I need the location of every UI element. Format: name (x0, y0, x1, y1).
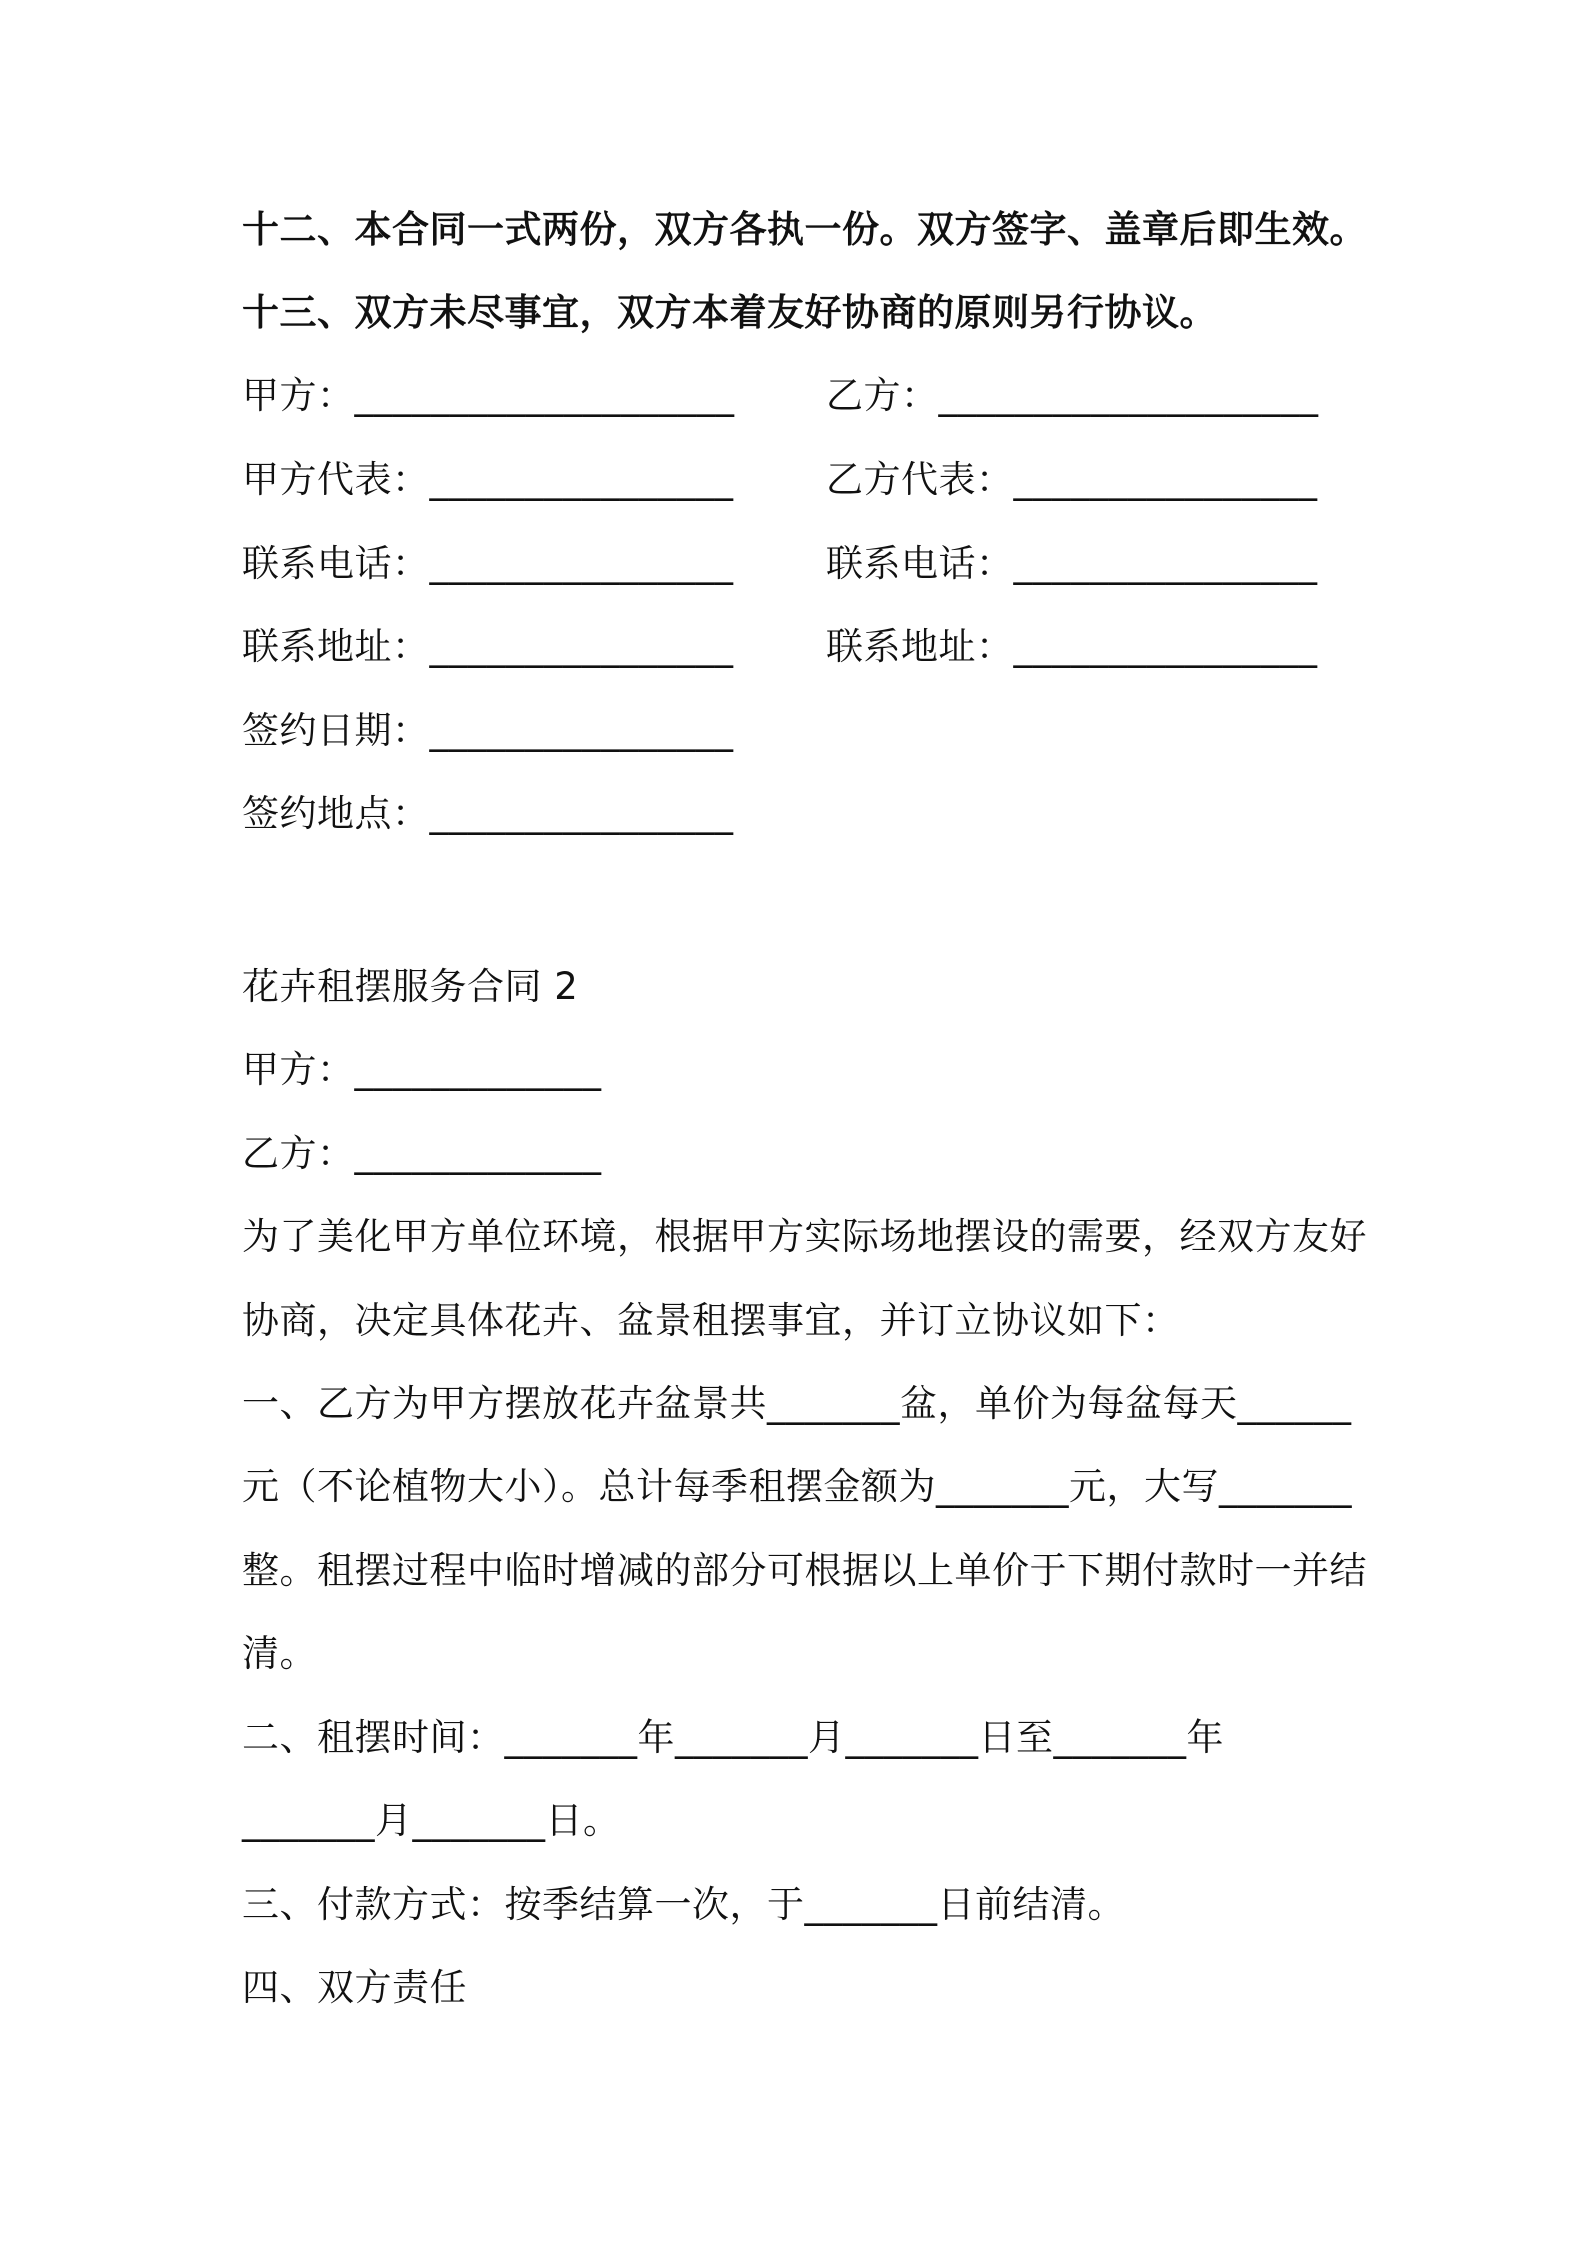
item-3: 三、付款方式：按季结算一次，于_______日前结清。 (242, 1883, 1125, 1926)
party-b-representative: 乙方代表：________________ (826, 458, 1318, 501)
item-4-heading: 四、双方责任 (242, 1966, 467, 2009)
intro-line-1: 为了美化甲方单位环境，根据甲方实际场地摆设的需要，经双方友好 (242, 1215, 1367, 1258)
item-1-line-4: 清。 (242, 1632, 317, 1675)
item-1-line-2: 元（不论植物大小）。总计每季租摆金额为_______元，大写_______ (242, 1465, 1352, 1508)
clause-12: 十二、本合同一式两份，双方各执一份。双方签字、盖章后即生效。 (242, 208, 1367, 251)
clause-13: 十三、双方未尽事宜，双方本着友好协商的原则另行协议。 (242, 291, 1217, 334)
sign-place: 签约地点：________________ (242, 792, 734, 835)
sign-date: 签约日期：________________ (242, 709, 734, 752)
party-a-phone: 联系电话：________________ (242, 542, 734, 585)
party-b-address: 联系地址：________________ (826, 625, 1318, 668)
party-a-address: 联系地址：________________ (242, 625, 734, 668)
party-b-signature: 乙方：____________________ (826, 374, 1319, 417)
party-a-representative: 甲方代表：________________ (242, 458, 734, 501)
item-1-line-1: 一、乙方为甲方摆放花卉盆景共_______盆，单价为每盆每天______ (242, 1382, 1352, 1425)
item-2-line-1: 二、租摆时间：_______年_______月_______日至_______年 (242, 1716, 1224, 1759)
item-2-line-2: _______月_______日。 (242, 1799, 621, 1842)
party-a-signature: 甲方：____________________ (242, 374, 735, 417)
contract-2-party-b: 乙方：_____________ (242, 1132, 602, 1175)
item-1-line-3: 整。租摆过程中临时增减的部分可根据以上单价于下期付款时一并结 (242, 1549, 1367, 1592)
contract-2-party-a: 甲方：_____________ (242, 1048, 602, 1091)
intro-line-2: 协商，决定具体花卉、盆景租摆事宜，并订立协议如下： (242, 1299, 1180, 1342)
party-b-phone: 联系电话：________________ (826, 542, 1318, 585)
contract-2-title: 花卉租摆服务合同 2 (242, 965, 579, 1008)
